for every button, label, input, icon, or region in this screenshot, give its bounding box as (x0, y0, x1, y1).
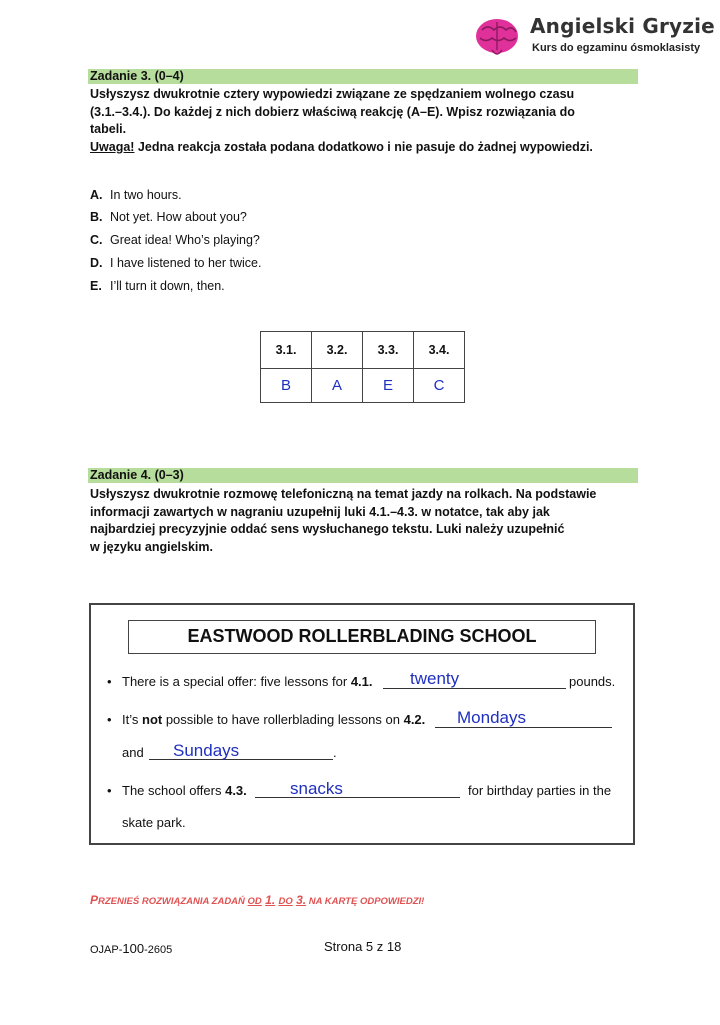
transfer-instruction (90, 893, 424, 907)
footer-text: 1. (265, 893, 276, 907)
option-letter: C. (90, 233, 103, 247)
gap-4-3[interactable] (255, 797, 460, 798)
answer-cell[interactable]: E (363, 369, 414, 403)
task3-instr-line-1: Usłyszysz dwukrotnie cztery wypowiedzi związane ze spędzaniem wolnego czasu (90, 87, 575, 101)
option-d (90, 255, 261, 271)
answer-header-cell: 3.2. (312, 332, 363, 369)
note-text: pounds. (569, 674, 616, 689)
brain-icon (472, 16, 522, 60)
bullet: • (107, 674, 112, 689)
task4-instructions (90, 486, 645, 556)
answer-4-3: snacks (290, 779, 343, 798)
option-text: In two hours. (110, 188, 182, 202)
footer-text: P (90, 893, 99, 907)
task4-instr-line-1: Usłyszysz dwukrotnie rozmowę telefoniczną na temat jazdy na rolkach. Na podstawie (90, 487, 597, 501)
footer-text: 3. (296, 893, 307, 907)
task4-instr-line-3: najbardziej precyzyjnie oddać sens wysłuchanego tekstu. Luki należy uzupełnić (90, 522, 565, 536)
answer-cell[interactable]: A (312, 369, 363, 403)
footer-text: NA KARTĘ ODPOWIEDZI! (306, 896, 425, 907)
task3-warning (90, 139, 645, 157)
answer-4-2b: Sundays (173, 741, 240, 760)
option-a (90, 187, 182, 203)
option-c (90, 232, 260, 248)
note-line-2 (122, 712, 425, 728)
task3-instr-line-3: tabeli. (90, 122, 127, 136)
brand-title: Angielski Gryzie (530, 14, 715, 38)
option-letter: E. (90, 279, 102, 293)
option-letter: D. (90, 256, 103, 270)
note-text: The school offers (122, 783, 226, 798)
bullet: • (107, 783, 112, 798)
footer-text: RZENIEŚ ROZWIĄZANIA ZADAŃ (98, 896, 248, 907)
task4-instr-line-2: informacji zawartych w nagraniu uzupełnij luki 4.1.–4.3. w notatce, tak aby jak (90, 504, 550, 519)
answer-table-header-row (261, 332, 465, 369)
answer-header-cell: 3.1. (261, 332, 312, 369)
gap-number: 4.3. (225, 783, 247, 798)
code-part: 100 (122, 941, 145, 956)
warning-label: Uwaga! (90, 139, 135, 154)
bullet: • (107, 712, 112, 727)
option-b (90, 209, 247, 225)
answer-table (260, 331, 465, 403)
note-bold: not (142, 712, 163, 727)
task3-instructions (90, 86, 645, 156)
note-text: There is a special offer: five lessons for (122, 674, 351, 689)
note-line-1 (122, 674, 373, 690)
note-text: skate park. (122, 815, 186, 830)
answer-4-2a: Mondays (457, 708, 526, 727)
gap-number: 4.1. (350, 674, 373, 689)
note-text: for birthday parties in the (468, 783, 612, 798)
task3-instr-line-2: (3.1.–3.4.). Do każdej z nich dobierz właściwą reakcję (A–E). Wpisz rozwiązania do (90, 104, 575, 119)
brand-subtitle: Kurs do egzaminu ósmoklasisty (532, 42, 701, 54)
code-part: -2605 (144, 944, 173, 956)
note-title: EASTWOOD ROLLERBLADING SCHOOL (128, 620, 596, 654)
note-text: possible to have rollerblading lessons on (162, 712, 404, 727)
option-text: Great idea! Who’s playing? (110, 233, 260, 247)
answer-4-1: twenty (410, 669, 460, 688)
note-text: and (122, 745, 144, 760)
code-part: OJAP- (90, 944, 123, 956)
note-line-3 (122, 783, 247, 799)
option-text: Not yet. How about you? (110, 210, 247, 224)
answer-header-cell: 3.4. (414, 332, 465, 369)
note-text: . (333, 745, 337, 760)
footer-text: DO (278, 896, 293, 907)
page-number: Strona 5 z 18 (324, 939, 402, 954)
warning-text: Jedna reakcja została podana dodatkowo i nie pasuje do żadnej wypowiedzi. (134, 139, 593, 154)
option-e (90, 278, 225, 294)
answer-cell[interactable]: C (414, 369, 465, 403)
option-text: I have listened to her twice. (110, 256, 262, 270)
answer-header-cell: 3.3. (363, 332, 414, 369)
answer-cell[interactable]: B (261, 369, 312, 403)
option-letter: A. (90, 188, 103, 202)
brand-logo (472, 14, 715, 64)
exam-code (90, 941, 172, 956)
note-text: It’s (122, 712, 142, 727)
task3-title: Zadanie 3. (0–4) (90, 69, 184, 83)
task4-instr-line-4: w języku angielskim. (90, 539, 213, 554)
option-text: I’ll turn it down, then. (110, 279, 225, 293)
answer-table-value-row (261, 369, 465, 403)
option-letter: B. (90, 210, 103, 224)
footer-text: OD (247, 896, 262, 907)
task4-title: Zadanie 4. (0–3) (90, 468, 184, 482)
gap-number: 4.2. (403, 712, 426, 727)
